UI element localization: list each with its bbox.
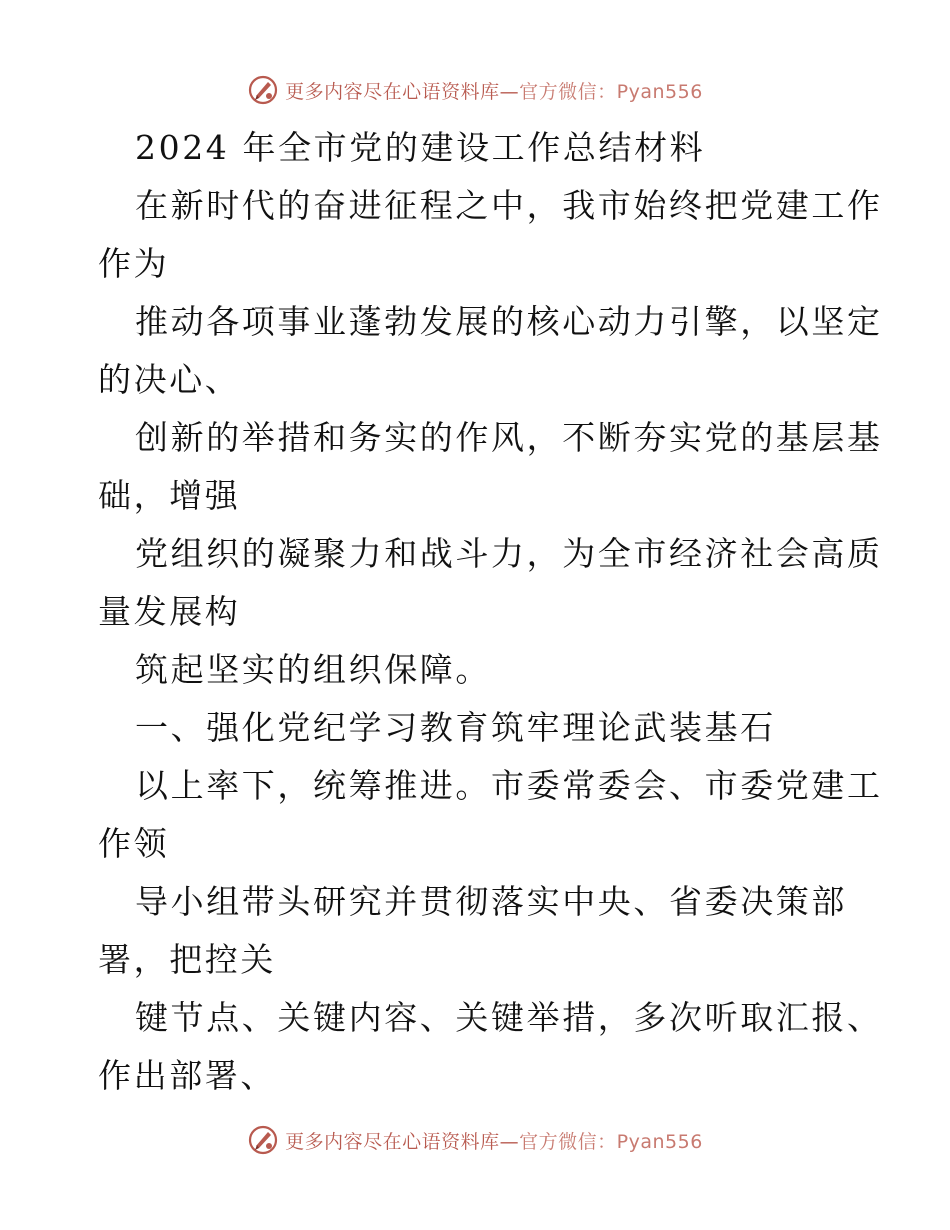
paragraph-line: 以上率下，统筹推进。市委常委会、市委党建工 xyxy=(135,766,883,805)
paragraph-line: 作为 xyxy=(98,244,170,283)
paragraph-line: 在新时代的奋进征程之中，我市始终把党建工作 xyxy=(135,186,883,225)
paragraph-line: 创新的举措和务实的作风，不断夯实党的基层基 xyxy=(135,418,883,457)
paragraph-line: 推动各项事业蓬勃发展的核心动力引擎，以坚定 xyxy=(135,302,883,341)
header-watermark xyxy=(0,72,950,108)
paragraph-line: 署，把控关 xyxy=(98,940,276,979)
paragraph-line: 作领 xyxy=(98,824,170,863)
watermark-text: 更多内容尽在心语资料库—官方微信：Pyan556 xyxy=(285,1130,703,1153)
paragraph-line: 的决心、 xyxy=(98,360,241,399)
footer-watermark xyxy=(0,1122,950,1158)
watermark-text: 更多内容尽在心语资料库—官方微信：Pyan556 xyxy=(285,80,703,103)
paragraph-line: 量发展构 xyxy=(98,592,241,631)
quill-pen-seal-icon xyxy=(247,74,279,106)
paragraph-line: 党组织的凝聚力和战斗力，为全市经济社会高质 xyxy=(135,534,883,573)
paragraph-line: 作出部署、 xyxy=(98,1056,276,1095)
section-heading: 一、强化党纪学习教育筑牢理论武装基石 xyxy=(135,708,776,747)
paragraph-line: 筑起坚实的组织保障。 xyxy=(135,650,491,689)
paragraph-line: 导小组带头研究并贯彻落实中央、省委决策部 xyxy=(135,882,847,921)
document-title: 2024 年全市党的建设工作总结材料 xyxy=(135,128,706,167)
quill-pen-seal-icon xyxy=(247,1124,279,1156)
paragraph-line: 础，增强 xyxy=(98,476,241,515)
paragraph-line: 键节点、关键内容、关键举措，多次听取汇报、 xyxy=(135,998,883,1037)
